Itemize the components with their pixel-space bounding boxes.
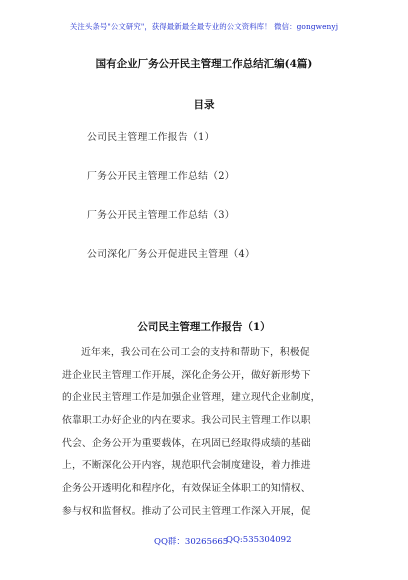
table-of-contents [87,132,255,288]
toc-item[interactable]: 公司民主管理工作报告（1） [87,132,215,143]
body-line: 代会、企务公开为重要载体，在巩固已经取得成绩的基础 [62,437,311,449]
footer-qq-group: QQ群：30265665 [154,537,229,547]
body-line: 依靠职工办好企业的内在要求。我公司民主管理工作以职 [62,415,311,427]
body-line: 的企业民主管理工作是加强企业管理，建立现代企业制度， [62,392,321,404]
body-paragraph [62,347,344,529]
footer-qq-number: QQ:535304092 [226,535,292,545]
toc-item[interactable]: 公司深化厂务公开促进民主管理（4） [87,249,256,260]
body-line: 上，不断深化公开内容，规范职代会制度建设，着力推进 [62,460,311,472]
toc-item[interactable]: 厂务公开民主管理工作总结（3） [87,210,235,221]
section-title: 公司民主管理工作报告（1） [137,321,271,333]
header-promo-note: 关注头条号"公文研究"，获得最新最全最专业的公文资料库！ 微信：gongwenyj [69,22,339,31]
toc-item[interactable]: 厂务公开民主管理工作总结（2） [87,171,235,182]
body-line: 近年来，我公司在公司工会的支持和帮助下，积极促 [81,347,310,358]
body-line: 企务公开透明化和程序化，有效保证全体职工的知情权、 [62,483,311,495]
body-line: 进企业民主管理工作开展，深化企务公开，做好新形势下 [62,369,311,381]
body-line: 参与权和监督权。推动了公司民主管理工作深入开展，促 [62,505,311,517]
footer-contact [0,535,408,547]
toc-heading: 目录 [193,99,215,111]
document-title: 国有企业厂务公开民主管理工作总结汇编(4篇) [95,58,313,70]
